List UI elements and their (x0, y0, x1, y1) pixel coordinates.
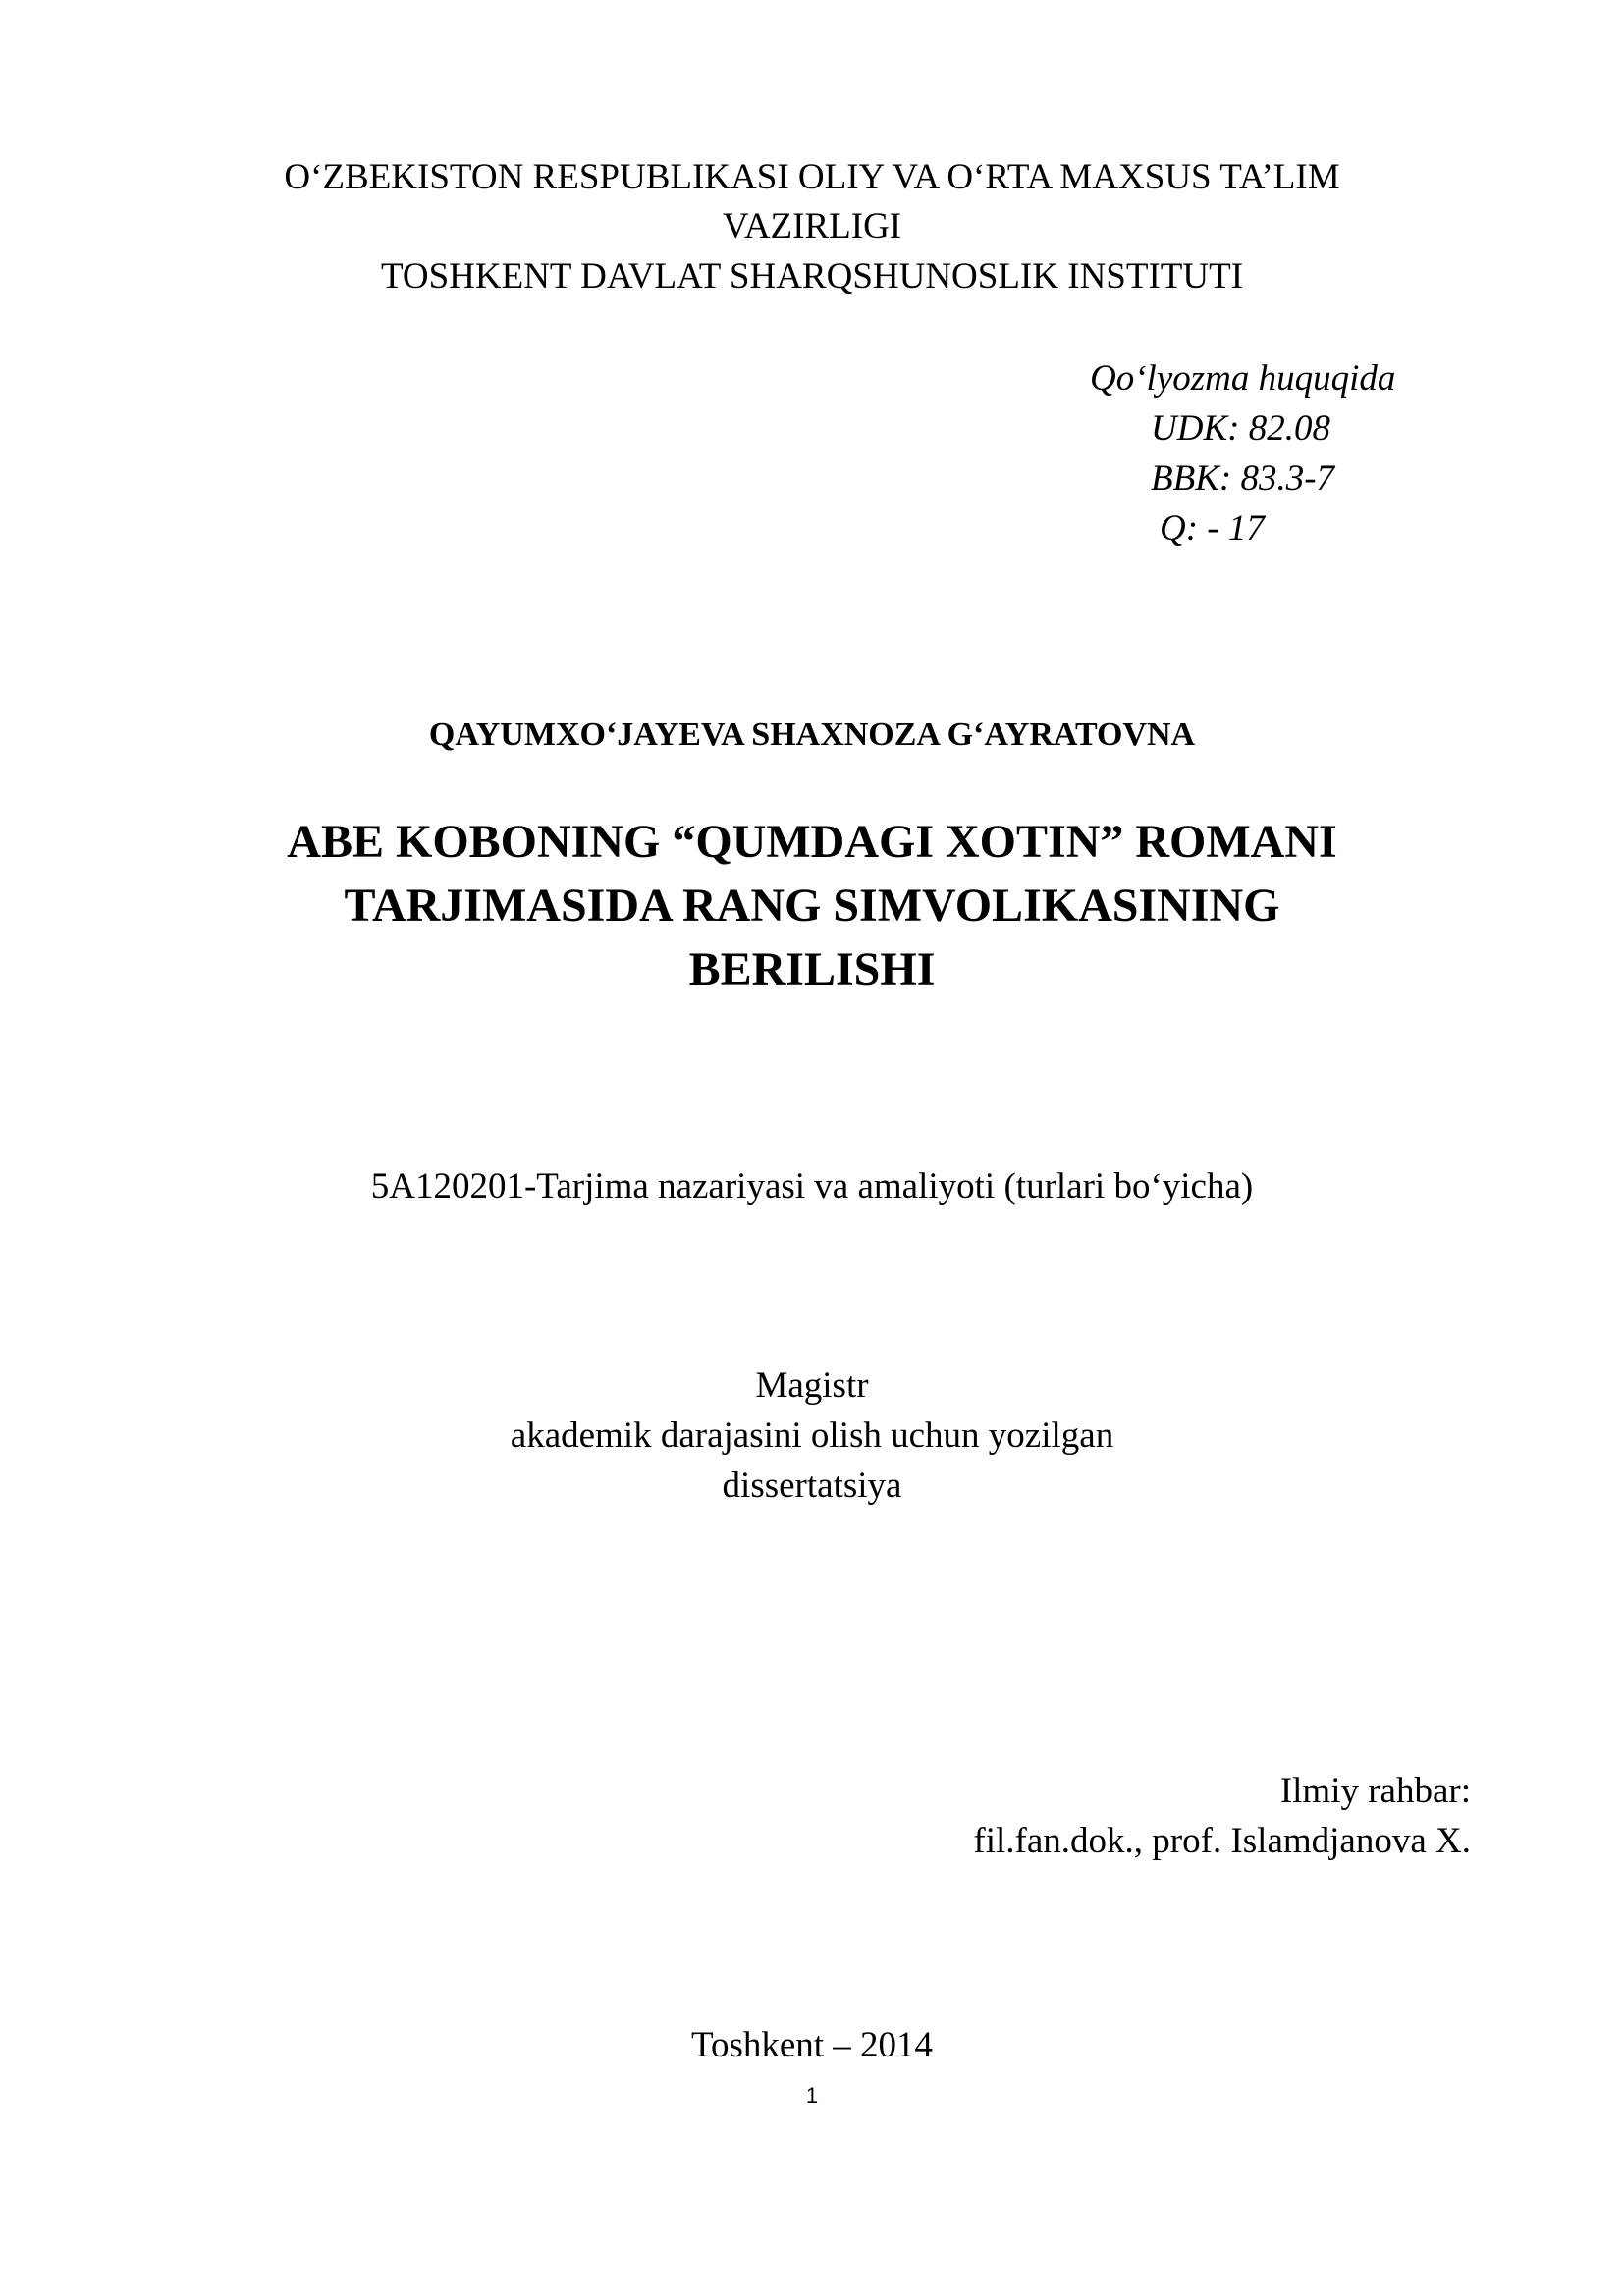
manuscript-rights-note: Qo‘lyozma huquqida (1090, 358, 1396, 399)
author-name: QAYUMXO‘JAYEVA SHAXNOZA G‘AYRATOVNA (428, 717, 1196, 753)
thesis-title-line3: BERILISHI (688, 943, 936, 995)
q-code: Q: - 17 (1160, 508, 1265, 549)
specialty-code: 5A120201-Tarjima nazariyasi va amaliyoti (turlari bo‘yicha) (370, 1166, 1254, 1206)
page-number: 1 (805, 2083, 819, 2108)
supervisor-label: Ilmiy rahbar: (1279, 1771, 1471, 1811)
degree-line1: Magistr (755, 1365, 869, 1406)
supervisor-name: fil.fan.dok., prof. Islamdjanova X. (973, 1821, 1471, 1861)
place-and-year: Toshkent – 2014 (690, 2025, 934, 2065)
ministry-name-line2: VAZIRLIGI (722, 206, 902, 246)
thesis-title-line2: TARJIMASIDA RANG SIMVOLIKASINING (344, 880, 1280, 932)
degree-line3: dissertatsiya (722, 1466, 902, 1506)
institute-name: TOSHKENT DAVLAT SHARQSHUNOSLIK INSTITUTI (380, 256, 1244, 296)
thesis-title-line1: ABE KOBONING “QUMDAGI XOTIN” ROMANI (287, 816, 1337, 868)
bbk-code: BBK: 83.3-7 (1151, 458, 1335, 499)
degree-line2: akademik darajasini olish uchun yozilgan (510, 1415, 1114, 1456)
ministry-name-line1: O‘ZBEKISTON RESPUBLIKASI OLIY VA O‘RTA MAXSUS TA’LIM (284, 157, 1340, 197)
udk-code: UDK: 82.08 (1151, 408, 1330, 449)
